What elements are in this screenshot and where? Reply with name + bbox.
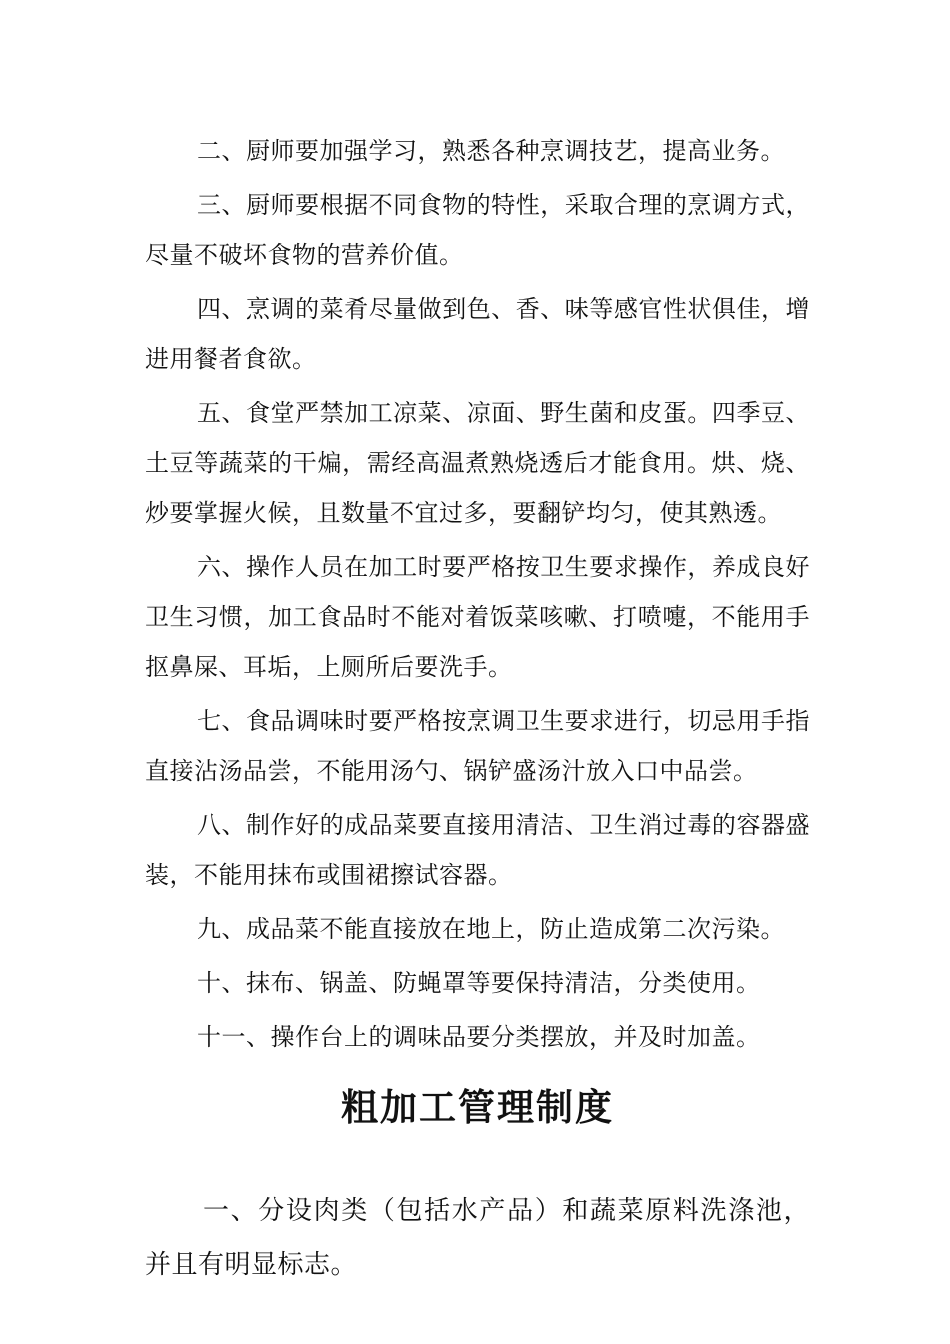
section-paragraph-1: 一、分设肉类（包括水产品）和蔬菜原料洗涤池，并且有明显标志。 [145, 1196, 810, 1280]
paragraph-9: 九、成品菜不能直接放在地上，防止造成第二次污染。 [197, 915, 785, 943]
paragraph-4: 四、烹调的菜肴尽量做到色、香、味等感官性状俱佳，增进用餐者食欲。 [145, 295, 810, 373]
paragraph-11: 十一、操作台上的调味品要分类摆放，并及时加盖。 [197, 1023, 761, 1051]
paragraph-3: 三、厨师要根据不同食物的特性，采取合理的烹调方式，尽量不破坏食物的营养价值。 [145, 191, 810, 269]
document-content [145, 126, 810, 1296]
paragraph-10: 十、抹布、锅盖、防蝇罩等要保持清洁，分类使用。 [197, 969, 761, 997]
paragraph-5: 五、食堂严禁加工凉菜、凉面、野生菌和皮蛋。四季豆、土豆等蔬菜的干煸，需经高温煮熟烧透后才能食用。烘、烧、炒要掌握火候，且数量不宜过多，要翻铲均匀，使其熟透。 [145, 399, 810, 527]
section-title: 粗加工管理制度 [341, 1086, 614, 1129]
section-body [145, 1184, 810, 1292]
paragraph-6: 六、操作人员在加工时要严格按卫生要求操作，养成良好卫生习惯，加工食品时不能对着饭菜咳嗽、打喷嚏，不能用手抠鼻屎、耳垢，上厕所后要洗手。 [145, 553, 810, 681]
paragraph-8: 八、制作好的成品菜要直接用清洁、卫生消过毒的容器盛装，不能用抹布或围裙擦试容器。 [145, 811, 810, 889]
paragraph-2: 二、厨师要加强学习，熟悉各种烹调技艺，提高业务。 [197, 137, 785, 165]
paragraph-7: 七、食品调味时要严格按烹调卫生要求进行，切忌用手指直接沾汤品尝，不能用汤勺、锅铲盛汤汁放入口中品尝。 [145, 707, 810, 785]
